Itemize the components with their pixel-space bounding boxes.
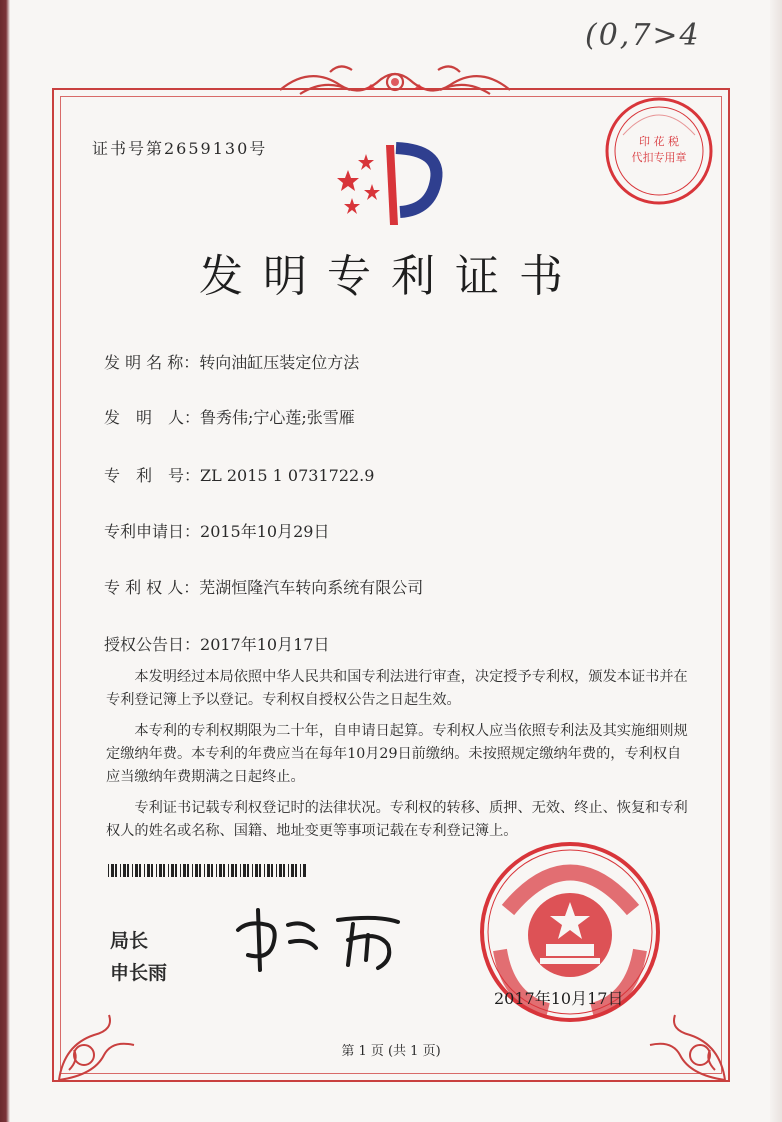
field-label: 专 利 权 人： <box>104 578 200 597</box>
field-label: 专利申请日： <box>104 522 201 541</box>
field-label: 发 明 名 称： <box>104 353 200 372</box>
director-name: 申长雨 <box>110 962 168 984</box>
svg-text:印 花 税: 印 花 税 <box>639 135 679 148</box>
certificate-body <box>106 666 688 851</box>
field-invention-name <box>104 350 359 373</box>
certificate-number: 证书号第2659130号 <box>92 139 268 158</box>
top-ornament <box>270 60 520 104</box>
svg-text:代扣专用章: 代扣专用章 <box>631 151 687 164</box>
field-grant-date <box>104 632 329 655</box>
field-value: 2015年10月29日 <box>200 522 330 541</box>
field-value: 2017年10月17日 <box>200 635 330 654</box>
field-label: 发 明 人： <box>104 408 201 427</box>
field-patent-number <box>104 463 374 486</box>
body-paragraph: 本专利的专利权期限为二十年，自申请日起算。专利权人应当依照专利法及其实施细则规定缴纳年费。本专利的年费应当在每年10月29日前缴纳。未按照规定缴纳年费的，专利权自应当缴纳年费期满之日起终止。 <box>106 723 688 785</box>
body-paragraph: 专利证书记载专利权登记时的法律状况。专利权的转移、质押、无效、终止、恢复和专利权人的姓名或名称、国籍、地址变更等事项记载在专利登记簿上。 <box>106 800 688 839</box>
field-value: 鲁秀伟;宁心莲;张雪雁 <box>200 408 355 427</box>
page-number: 第 1 页 (共 1 页) <box>341 1044 441 1059</box>
body-paragraph: 本发明经过本局依照中华人民共和国专利法进行审查，决定授予专利权，颁发本证书并在专利登记簿上予以登记。专利权自授权公告之日起生效。 <box>106 669 688 708</box>
handwritten-note: (0,7>4 <box>585 18 701 53</box>
field-value: 转向油缸压装定位方法 <box>199 353 360 372</box>
field-patentee <box>104 575 423 598</box>
field-inventors <box>104 405 355 428</box>
certificate-title: 发明专利证书 <box>199 251 583 302</box>
field-label: 授权公告日： <box>104 635 201 654</box>
patent-office-logo <box>336 140 446 230</box>
issue-date: 2017年10月17日 <box>494 989 624 1008</box>
field-application-date <box>104 519 329 542</box>
field-value: 芜湖恒隆汽车转向系统有限公司 <box>199 578 424 597</box>
stamp-duty-seal <box>603 95 715 207</box>
field-label: 专 利 号： <box>104 466 201 485</box>
director-title: 局长 <box>110 930 149 952</box>
field-value: ZL 2015 1 0731722.9 <box>200 466 375 485</box>
director-signature <box>228 900 418 975</box>
barcode <box>108 864 308 877</box>
